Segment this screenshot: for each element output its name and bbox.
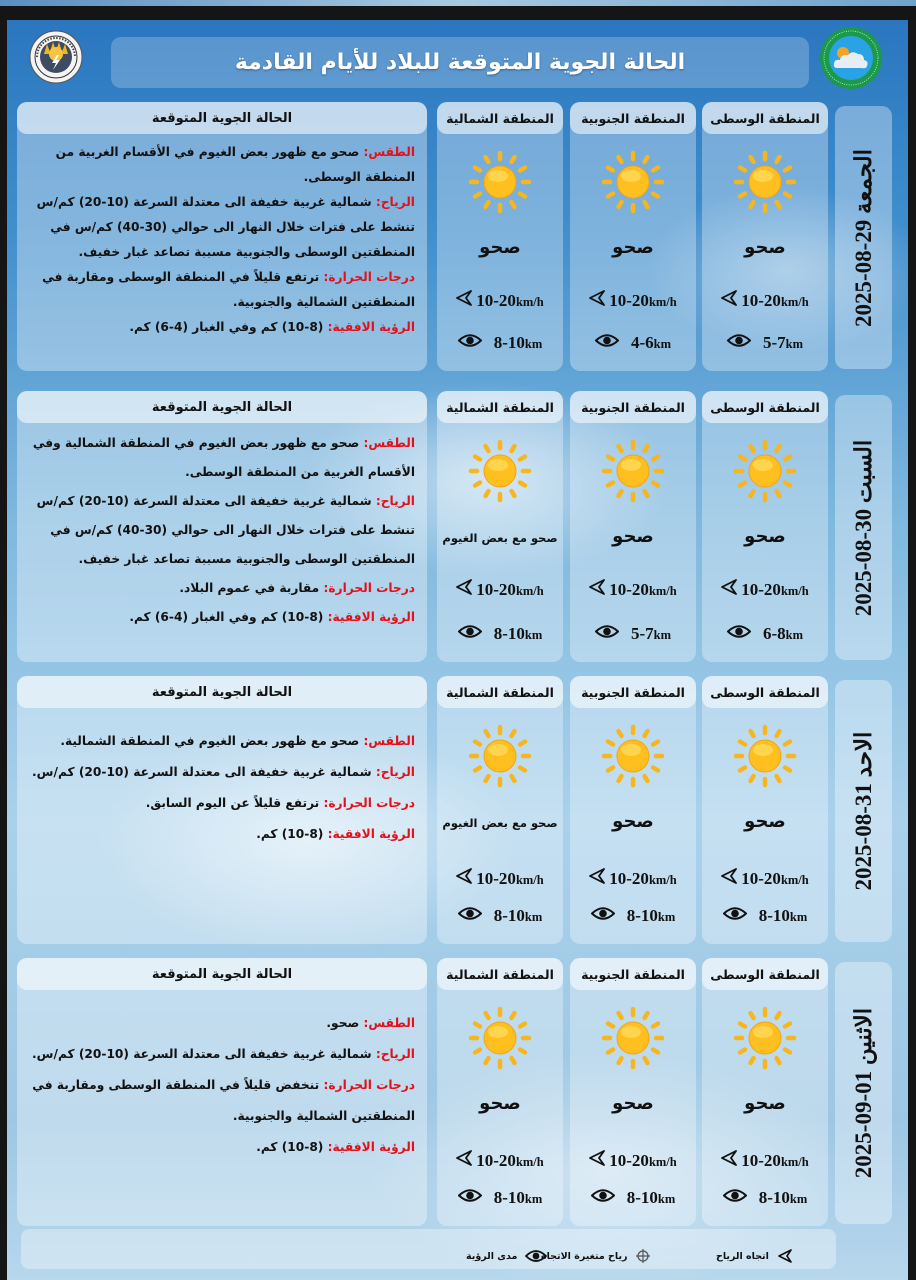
condition-text: صحو <box>612 526 654 547</box>
wind-speed-value: 10-20 <box>476 290 516 310</box>
wind-speed-unit: km/h <box>515 294 544 309</box>
detail-label: درجات الحرارة: <box>323 270 415 284</box>
eye-icon <box>727 333 751 353</box>
region-forecast-card <box>570 102 696 371</box>
condition-text: صحو <box>612 237 654 258</box>
detail-text: تنخفض قليلاً في المنطقة الوسطى ومقاربة في المنطقتين الشمالية والجنوبية. <box>32 1078 415 1123</box>
detail-label: الرياح: <box>375 195 415 209</box>
visibility-unit: km <box>524 910 543 924</box>
page-title: الحالة الجوية المتوقعة للبلاد للأيام القادمة <box>234 50 686 75</box>
condition-text: صحو <box>479 1093 521 1114</box>
condition-text: صحو <box>744 237 786 258</box>
detail-text: مقاربة في عموم البلاد. <box>179 581 324 595</box>
forecast-detail-line <box>31 788 415 819</box>
day-date-label <box>835 680 892 942</box>
sun-icon <box>733 150 797 214</box>
forecast-details-heading: الحالة الجوية المتوقعة <box>17 958 427 990</box>
sun-icon <box>468 724 532 788</box>
detail-label: درجات الحرارة: <box>323 1078 415 1092</box>
visibility-range <box>702 624 828 644</box>
forecast-detail-line <box>31 1132 415 1163</box>
detail-text: (8-10) كم وفي الغبار (4-6) كم. <box>129 610 328 624</box>
visibility-range <box>437 1188 563 1208</box>
wind-speed <box>702 579 828 600</box>
forecast-detail-line <box>31 603 415 632</box>
forecast-detail-line <box>31 1039 415 1070</box>
condition-text: صحو <box>744 1093 786 1114</box>
wind-speed-unit: km/h <box>780 872 809 887</box>
day-date-text: الاثنين 01-09-2025 <box>850 1007 876 1179</box>
detail-text: شمالية غربية خفيفة الى معتدلة السرعة (10-20) كم/س تنشط على فترات خلال النهار الى حوالي (30-40) كم/س في المنطقتين الوسطى والجنوبية مسببة تصاعد غبار خفيف. <box>36 195 415 259</box>
visibility-value: 6-8 <box>762 624 786 643</box>
visibility-unit: km <box>524 1192 543 1206</box>
detail-label: الطقس: <box>363 1016 415 1030</box>
sun-icon <box>733 439 797 503</box>
sun-icon <box>733 724 797 788</box>
sun-icon <box>601 150 665 214</box>
condition-text: صحو مع بعض الغيوم <box>442 531 558 545</box>
wind-speed <box>437 290 563 311</box>
eye-icon <box>458 1188 482 1208</box>
wind-speed <box>702 868 828 889</box>
detail-label: الرياح: <box>375 494 415 508</box>
day-date-label <box>835 962 892 1224</box>
region-name: المنطقة الشمالية <box>437 676 563 708</box>
forecast-detail-line <box>31 574 415 603</box>
top-strip <box>0 0 916 6</box>
visibility-value: 8-10 <box>758 906 790 925</box>
detail-text: (8-10) كم وفي الغبار (4-6) كم. <box>129 320 328 334</box>
visibility-range <box>702 1188 828 1208</box>
sun-icon <box>468 150 532 214</box>
visibility-unit: km <box>524 628 543 642</box>
detail-label: الطقس: <box>363 734 415 748</box>
wind-speed-value: 10-20 <box>609 579 649 599</box>
meteorology-seal-logo <box>29 30 83 84</box>
eye-icon <box>723 906 747 926</box>
wind-speed <box>437 868 563 889</box>
forecast-detail-line <box>31 757 415 788</box>
region-name: المنطقة الجنوبية <box>570 676 696 708</box>
detail-text: شمالية غربية خفيفة الى معتدلة السرعة (10-20) كم/س. <box>32 765 376 779</box>
detail-label: درجات الحرارة: <box>323 581 415 595</box>
legend-label: مدى الرؤية <box>466 1250 518 1262</box>
wind-speed-value: 10-20 <box>741 579 781 599</box>
region-name: المنطقة الجنوبية <box>570 958 696 990</box>
forecast-detail-line <box>31 819 415 850</box>
wind-speed-unit: km/h <box>780 1154 809 1169</box>
sun-icon <box>468 1006 532 1070</box>
detail-label: الطقس: <box>363 436 415 450</box>
wind-speed-value: 10-20 <box>609 868 649 888</box>
visibility-value: 8-10 <box>493 624 525 643</box>
day-row <box>7 102 908 375</box>
detail-label: الطقس: <box>363 145 415 159</box>
visibility-range <box>570 333 696 353</box>
header <box>7 20 908 100</box>
forecast-bulletin <box>7 20 908 1280</box>
wind-speed-unit: km/h <box>648 294 677 309</box>
region-forecast-card <box>702 676 828 944</box>
visibility-unit: km <box>789 910 808 924</box>
visibility-range <box>702 333 828 353</box>
eye-icon <box>591 1188 615 1208</box>
visibility-unit: km <box>789 1192 808 1206</box>
wind-speed-unit: km/h <box>648 872 677 887</box>
region-forecast-card <box>437 676 563 944</box>
legend-item-variable-wind <box>541 1249 650 1263</box>
visibility-value: 8-10 <box>493 906 525 925</box>
day-row <box>7 676 908 948</box>
visibility-unit: km <box>785 628 804 642</box>
region-forecast-card <box>437 958 563 1226</box>
sun-icon <box>601 724 665 788</box>
sun-icon <box>468 439 532 503</box>
detail-text: صحو مع ظهور بعض الغيوم في المنطقة الشمالية. <box>60 734 364 748</box>
wind-speed-value: 10-20 <box>741 868 781 888</box>
wind-direction-arrow-icon <box>721 868 737 889</box>
wind-direction-arrow-icon <box>456 868 472 889</box>
wind-speed-unit: km/h <box>515 1154 544 1169</box>
wind-direction-arrow-icon <box>589 868 605 889</box>
region-forecast-card <box>437 102 563 371</box>
legend-label: اتجاه الرياح <box>716 1250 769 1262</box>
wind-speed-value: 10-20 <box>476 579 516 599</box>
forecast-details-text <box>17 423 427 632</box>
region-name: المنطقة الشمالية <box>437 958 563 990</box>
region-name: المنطقة الوسطى <box>702 958 828 990</box>
region-forecast-card <box>702 391 828 662</box>
eye-icon <box>525 1249 547 1263</box>
eye-icon <box>727 624 751 644</box>
visibility-range <box>570 1188 696 1208</box>
sun-icon <box>601 439 665 503</box>
wind-speed <box>570 579 696 600</box>
wind-speed <box>570 1150 696 1171</box>
visibility-unit: km <box>657 1192 676 1206</box>
forecast-details-panel <box>17 102 427 371</box>
visibility-range <box>570 624 696 644</box>
region-forecast-card <box>437 391 563 662</box>
day-date-text: الاحد 31-08-2025 <box>850 731 876 891</box>
forecast-detail-line <box>31 315 415 340</box>
visibility-unit: km <box>785 337 804 351</box>
eye-icon <box>723 1188 747 1208</box>
region-name: المنطقة الوسطى <box>702 391 828 423</box>
forecast-detail-line <box>31 726 415 757</box>
region-forecast-card <box>570 391 696 662</box>
condition-text: صحو <box>612 1093 654 1114</box>
region-name: المنطقة الجنوبية <box>570 391 696 423</box>
wind-speed-unit: km/h <box>780 583 809 598</box>
detail-label: الرياح: <box>375 1047 415 1061</box>
forecast-detail-line <box>31 487 415 574</box>
forecast-details-text <box>17 990 427 1163</box>
region-name: المنطقة الشمالية <box>437 102 563 134</box>
detail-text: صحو مع ظهور بعض الغيوم في الأقسام الغربية من المنطقة الوسطى. <box>55 145 415 184</box>
legend-label: رياح متغيرة الاتجاه <box>541 1250 628 1262</box>
wind-speed <box>702 290 828 311</box>
eye-icon <box>458 906 482 926</box>
wind-speed-unit: km/h <box>515 583 544 598</box>
wind-speed-unit: km/h <box>648 583 677 598</box>
wind-direction-arrow-icon <box>777 1249 793 1263</box>
wind-speed-value: 10-20 <box>476 1150 516 1170</box>
visibility-value: 8-10 <box>493 1188 525 1207</box>
detail-text: شمالية غربية خفيفة الى معتدلة السرعة (10-20) كم/س تنشط على فترات خلال النهار الى حوالي (30-40) كم/س في المنطقتين الوسطى والجنوبية مسببة تصاعد غبار خفيف. <box>36 494 415 566</box>
visibility-value: 8-10 <box>626 1188 658 1207</box>
visibility-value: 8-10 <box>626 906 658 925</box>
condition-text: صحو <box>612 811 654 832</box>
condition-text: صحو <box>744 811 786 832</box>
wind-speed <box>702 1150 828 1171</box>
detail-label: الرؤية الافقية: <box>327 320 415 334</box>
wind-speed <box>570 868 696 889</box>
wind-direction-arrow-icon <box>456 1150 472 1171</box>
forecast-detail-line <box>31 190 415 265</box>
forecast-details-panel <box>17 958 427 1226</box>
forecast-details-panel <box>17 676 427 944</box>
day-row <box>7 958 908 1230</box>
detail-text: صحو مع ظهور بعض الغيوم في المنطقة الشمالية وفي الأقسام الغربية من المنطقة الوسطى. <box>32 436 415 479</box>
weather-authority-logo <box>819 26 883 90</box>
legend <box>21 1229 836 1269</box>
detail-text: ترتفع قليلاً عن اليوم السابق. <box>145 796 324 810</box>
day-date-label <box>835 395 892 660</box>
region-forecast-card <box>702 958 828 1226</box>
eye-icon <box>458 333 482 353</box>
visibility-unit: km <box>657 910 676 924</box>
detail-label: الرؤية الافقية: <box>327 610 415 624</box>
wind-speed-unit: km/h <box>648 1154 677 1169</box>
wind-speed-value: 10-20 <box>609 290 649 310</box>
condition-text: صحو <box>744 526 786 547</box>
day-row <box>7 391 908 666</box>
region-name: المنطقة الجنوبية <box>570 102 696 134</box>
visibility-value: 5-7 <box>762 333 786 352</box>
detail-text: ترتفع قليلاً في المنطقة الوسطى ومقاربة في المنطقتين الشمالية والجنوبية. <box>42 270 415 309</box>
condition-text: صحو مع بعض الغيوم <box>442 816 558 830</box>
variable-wind-crosshair-icon <box>636 1249 650 1263</box>
visibility-range <box>437 624 563 644</box>
eye-icon <box>595 624 619 644</box>
detail-label: درجات الحرارة: <box>323 796 415 810</box>
wind-direction-arrow-icon <box>589 1150 605 1171</box>
region-forecast-card <box>702 102 828 371</box>
detail-text: صحو. <box>326 1016 364 1030</box>
visibility-range <box>702 906 828 926</box>
wind-direction-arrow-icon <box>721 579 737 600</box>
wind-direction-arrow-icon <box>456 290 472 311</box>
wind-direction-arrow-icon <box>456 579 472 600</box>
forecast-details-panel <box>17 391 427 662</box>
eye-icon <box>458 624 482 644</box>
wind-speed-value: 10-20 <box>609 1150 649 1170</box>
region-name: المنطقة الوسطى <box>702 676 828 708</box>
forecast-detail-line <box>31 1070 415 1132</box>
day-date-text: الجمعة 29-08-2025 <box>850 148 876 327</box>
region-name: المنطقة الوسطى <box>702 102 828 134</box>
visibility-range <box>437 906 563 926</box>
detail-text: (8-10) كم. <box>256 1140 328 1154</box>
sun-icon <box>601 1006 665 1070</box>
wind-direction-arrow-icon <box>721 1150 737 1171</box>
wind-speed <box>570 290 696 311</box>
region-forecast-card <box>570 676 696 944</box>
region-forecast-card <box>570 958 696 1226</box>
visibility-unit: km <box>653 628 672 642</box>
wind-direction-arrow-icon <box>721 290 737 311</box>
visibility-value: 8-10 <box>493 333 525 352</box>
visibility-value: 8-10 <box>758 1188 790 1207</box>
day-date-text: السبت 30-08-2025 <box>850 439 876 616</box>
wind-direction-arrow-icon <box>589 290 605 311</box>
visibility-value: 4-6 <box>630 333 654 352</box>
forecast-detail-line <box>31 429 415 487</box>
sun-icon <box>733 1006 797 1070</box>
wind-speed-unit: km/h <box>515 872 544 887</box>
detail-label: الرياح: <box>375 765 415 779</box>
visibility-unit: km <box>653 337 672 351</box>
detail-label: الرؤية الافقية: <box>327 1140 415 1154</box>
detail-text: (8-10) كم. <box>256 827 328 841</box>
forecast-detail-line <box>31 265 415 315</box>
forecast-detail-line <box>31 140 415 190</box>
wind-speed <box>437 1150 563 1171</box>
forecast-details-text <box>17 134 427 340</box>
title-banner <box>111 37 809 88</box>
forecast-details-text <box>17 708 427 850</box>
detail-text: شمالية غربية خفيفة الى معتدلة السرعة (10-20) كم/س. <box>32 1047 376 1061</box>
legend-item-wind-direction <box>716 1249 793 1263</box>
visibility-unit: km <box>524 337 543 351</box>
region-name: المنطقة الشمالية <box>437 391 563 423</box>
eye-icon <box>591 906 615 926</box>
condition-text: صحو <box>479 237 521 258</box>
eye-icon <box>595 333 619 353</box>
wind-speed <box>437 579 563 600</box>
day-date-label <box>835 106 892 369</box>
detail-label: الرؤية الافقية: <box>327 827 415 841</box>
visibility-value: 5-7 <box>630 624 654 643</box>
wind-speed-unit: km/h <box>780 294 809 309</box>
forecast-detail-line <box>31 1008 415 1039</box>
visibility-range <box>570 906 696 926</box>
legend-item-visibility <box>466 1249 547 1263</box>
forecast-details-heading: الحالة الجوية المتوقعة <box>17 391 427 423</box>
wind-speed-value: 10-20 <box>741 1150 781 1170</box>
wind-speed-value: 10-20 <box>476 868 516 888</box>
wind-speed-value: 10-20 <box>741 290 781 310</box>
visibility-range <box>437 333 563 353</box>
forecast-details-heading: الحالة الجوية المتوقعة <box>17 676 427 708</box>
wind-direction-arrow-icon <box>589 579 605 600</box>
forecast-details-heading: الحالة الجوية المتوقعة <box>17 102 427 134</box>
